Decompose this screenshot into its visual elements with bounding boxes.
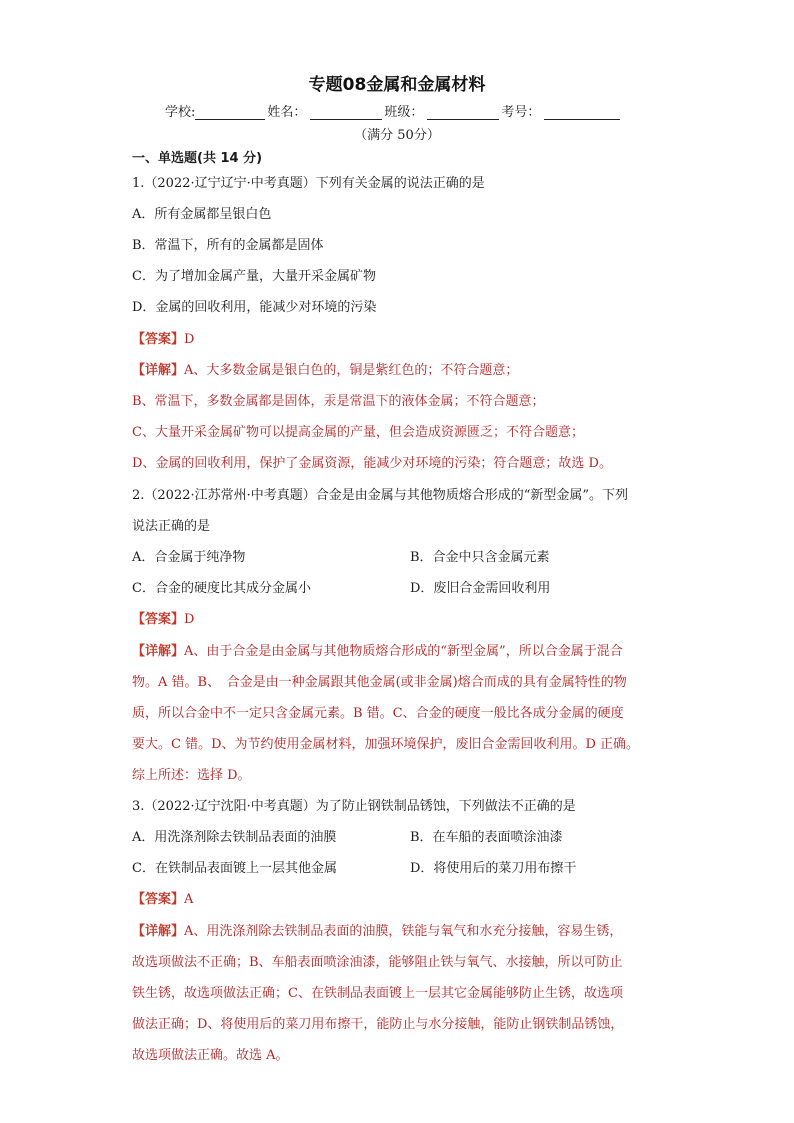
question-2-stem: 2.（2022·江苏常州·中考真题）合金是由金属与其他物质熔合形成的“新型金属”。下列 (132, 488, 629, 503)
question-3-stem: 3.（2022·辽宁沈阳·中考真题）为了防止钢铁制品锈蚀，下列做法不正确的是 (132, 799, 576, 814)
name-field[interactable] (310, 105, 382, 120)
answer-tag: 【答案】 (132, 332, 185, 347)
question-2-option-c: C．合金的硬度比其成分金属小 (132, 581, 311, 596)
question-1-option-a: A．所有金属都呈银白色 (132, 207, 272, 222)
question-2-detail-line: 综上所述：选择 D。 (132, 768, 251, 783)
detail-tag: 【详解】 (132, 924, 185, 939)
question-2-stem-cont: 说法正确的是 (132, 519, 211, 534)
detail-text: A、用洗涤剂除去铁制品表面的油膜，铁能与氧气和水充分接触，容易生锈， (184, 924, 623, 939)
question-3-detail-line: 做法正确；D、将使用后的菜刀用布擦干，能防止与水分接触，能防止钢铁制品锈蚀， (132, 1017, 624, 1032)
question-1-detail-line (132, 359, 518, 378)
question-2-answer (132, 608, 194, 627)
question-1-option-d: D．金属的回收利用，能减少对环境的污染 (132, 300, 377, 315)
detail-tag: 【详解】 (132, 363, 185, 378)
question-3-answer (132, 888, 193, 907)
detail-text: A、大多数金属是银白色的，铜是紫红色的；不符合题意； (184, 363, 519, 378)
question-1-detail-line: D、金属的回收利用，保护了金属资源，能减少对环境的污染；符合题意；故选 D。 (132, 456, 612, 471)
question-2-option-a: A．合金属于纯净物 (132, 550, 246, 565)
question-1-option-b: B．常温下，所有的金属都是固体 (132, 238, 324, 253)
question-3-option-b: B．在车船的表面喷涂油漆 (410, 830, 563, 845)
question-3-option-a: A．用洗涤剂除去铁制品表面的油膜 (132, 830, 337, 845)
question-3-option-c: C．在铁制品表面镀上一层其他金属 (132, 861, 337, 876)
answer-value: D (184, 612, 195, 627)
question-3-option-d: D．将使用后的菜刀用布擦干 (410, 861, 577, 876)
question-1-stem: 1.（2022·辽宁辽宁·中考真题）下列有关金属的说法正确的是 (132, 176, 485, 191)
answer-tag: 【答案】 (132, 612, 185, 627)
detail-text: A、由于合金是由金属与其他物质熔合形成的“新型金属”，所以合金属于混合 (184, 644, 623, 659)
question-3-detail-line: 故选项做法不正确；B、车船表面喷涂油漆，能够阻止铁与氧气、水接触，所以可防止 (132, 955, 623, 970)
question-3-detail-line: 故选项做法正确。故选 A。 (132, 1048, 289, 1063)
question-2-option-d: D．废旧合金需回收利用 (410, 581, 551, 596)
answer-value: D (184, 332, 195, 347)
section-heading: 一、单选题(共 14 分) (132, 151, 263, 166)
school-label: 学校: (165, 105, 196, 120)
question-2-option-b: B．合金中只含金属元素 (410, 550, 550, 565)
class-field[interactable] (427, 105, 499, 120)
question-1-answer (132, 328, 194, 347)
class-label: 班级： (384, 105, 424, 120)
exam-no-label: 考号： (501, 105, 541, 120)
student-info-line (165, 101, 622, 120)
question-2-detail-line: 质，所以合金中不一定只含金属元素。B 错。C、合金的硬度一般比各成分金属的硬度 (132, 706, 624, 721)
answer-value: A (184, 892, 194, 907)
question-2-detail-line: 要大。C 错。D、为节约使用金属材料，加强环境保护，废旧合金需回收利用。D 正确。 (132, 737, 640, 752)
school-field[interactable] (195, 105, 265, 120)
name-label: 姓名： (267, 105, 307, 120)
page-title: 专题08金属和金属材料 (308, 75, 486, 95)
question-1-detail-line: B、常温下，多数金属都是固体，汞是常温下的液体金属；不符合题意； (132, 394, 545, 409)
question-1-detail-line: C、大量开采金属矿物可以提高金属的产量，但会造成资源匮乏；不符合题意； (132, 425, 584, 440)
question-3-detail-line: 铁生锈，故选项做法正确；C、在铁制品表面镀上一层其它金属能够防止生锈，故选项 (132, 986, 623, 1001)
question-3-detail-line (132, 920, 622, 939)
answer-tag: 【答案】 (132, 892, 185, 907)
question-2-detail-line: 物。A 错。B、 合金是由一种金属跟其他金属(或非金属)熔合而成的具有金属特性的物 (132, 675, 627, 690)
question-1-option-c: C．为了增加金属产量，大量开采金属矿物 (132, 269, 376, 284)
exam-no-field[interactable] (544, 105, 620, 120)
question-2-detail-line (132, 640, 623, 659)
score-note: （满分 50分） (354, 128, 440, 143)
detail-tag: 【详解】 (132, 644, 185, 659)
